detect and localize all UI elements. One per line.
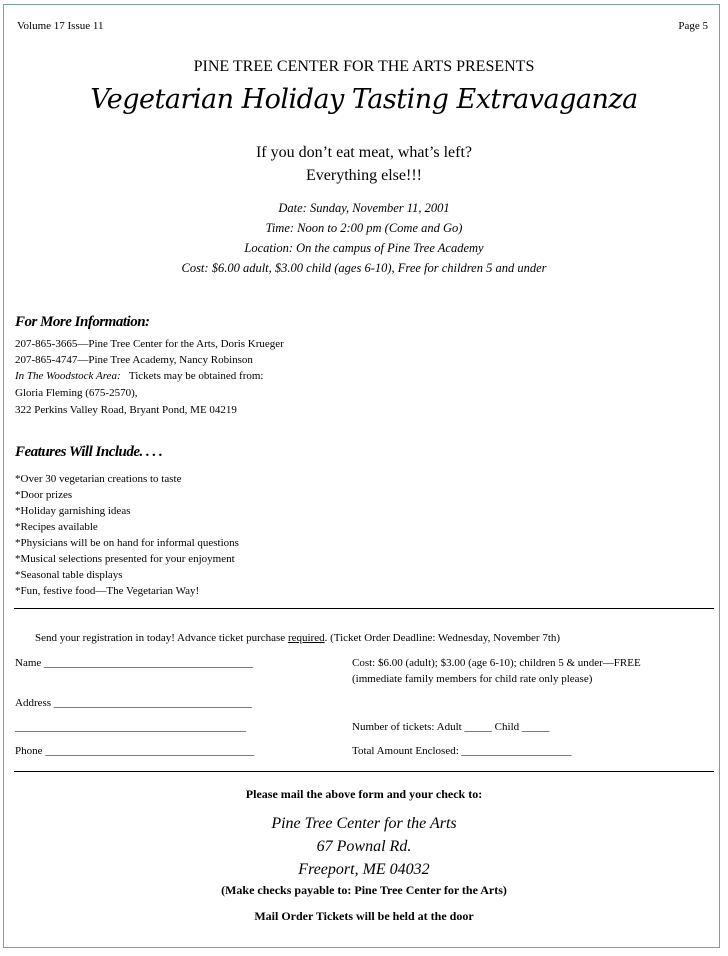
feature-item: *Musical selections presented for your enjoyment [15,553,235,565]
feature-item: *Holiday garnishing ideas [15,505,131,517]
feature-item: *Fun, festive food—The Vegetarian Way! [15,585,200,597]
cost-line: Cost: $6.00 (adult); $3.00 (age 6-10); children 5 & under—FREE [352,657,641,669]
contact-address: 322 Perkins Valley Road, Bryant Pond, ME 04219 [15,404,237,416]
mail-instruction: Please mail the above form and your check to: [245,787,483,801]
event-location: Location: On the campus of Pine Tree Academy [244,241,484,255]
tagline-question: If you don’t eat meat, what’s left? [255,144,473,161]
mail-org: Pine Tree Center for the Arts [271,815,457,832]
payable-note: (Make checks payable to: Pine Tree Center for the Arts) [221,883,507,897]
required-text: required [287,632,325,644]
door-note: Mail Order Tickets will be held at the door [254,909,474,923]
total-enclosed-field[interactable]: Total Amount Enclosed: ____________________ [352,745,572,757]
event-title: Vegetarian Holiday Tasting Extravaganza [90,84,638,115]
feature-item: *Over 30 vegetarian creations to taste [15,473,182,485]
name-field[interactable]: Name ______________________________________ [15,657,254,669]
address-field-line2[interactable]: __________________________________________ [15,721,246,733]
feature-item: *Recipes available [15,521,98,533]
registration-intro [35,632,560,644]
contact-name: Gloria Fleming (675-2570), [15,387,138,399]
contact-line: 207-865-3665—Pine Tree Center for the Arts, Doris Krueger [15,338,284,350]
woodstock-line [15,370,264,382]
phone-field[interactable]: Phone ______________________________________ [15,745,255,757]
volume-label: Volume 17 Issue 11 [17,20,104,32]
deadline-text: . (Ticket Order Deadline: Wednesday, November 7th) [324,632,561,644]
intro-text: Send your registration in today! Advance ticket purchase [35,632,288,644]
page-number: Page 5 [678,20,708,32]
event-cost: Cost: $6.00 adult, $3.00 child (ages 6-10), Free for children 5 and under [181,261,547,275]
features-heading: Features Will Include. . . . [15,444,163,460]
woodstock-text: Tickets may be obtained from: [128,370,264,382]
presents-heading: PINE TREE CENTER FOR THE ARTS PRESENTS [193,58,535,75]
mail-city: Freeport, ME 04032 [298,861,430,878]
event-date: Date: Sunday, November 11, 2001 [278,201,450,215]
contact-line: 207-865-4747—Pine Tree Academy, Nancy Robinson [15,354,253,366]
feature-item: *Physicians will be on hand for informal questions [15,537,239,549]
more-info-heading: For More Information: [15,314,150,330]
divider [14,608,714,609]
woodstock-label: In The Woodstock Area: [15,370,121,382]
tagline-answer: Everything else!!! [306,167,422,184]
feature-item: *Seasonal table displays [15,569,123,581]
cost-note: (immediate family members for child rate only please) [352,673,593,685]
divider [14,771,714,772]
event-time: Time: Noon to 2:00 pm (Come and Go) [265,221,463,235]
address-field[interactable]: Address ____________________________________ [15,697,252,709]
mail-street: 67 Pownal Rd. [316,838,412,855]
ticket-count-field[interactable]: Number of tickets: Adult _____ Child _____ [352,721,550,733]
feature-item: *Door prizes [15,489,73,501]
